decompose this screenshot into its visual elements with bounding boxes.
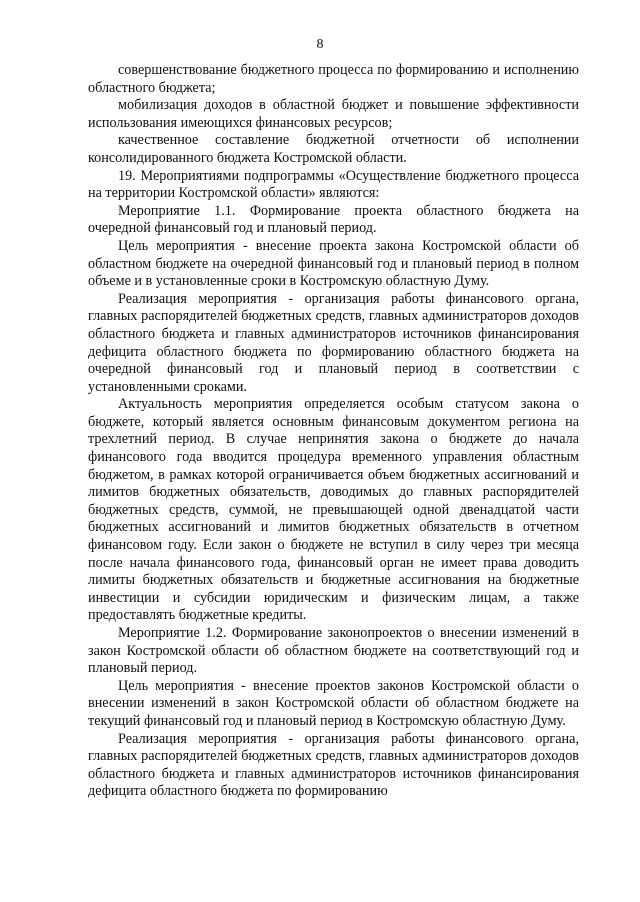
paragraph-3: качественное составление бюджетной отчетности об исполнении консолидированного бюджета Костромской области. (88, 132, 579, 166)
paragraph-11: Реализация мероприятия - организация работы финансового органа, главных распорядителей бюджетных средств, главных администраторов доходов областного бюджета и главных администраторов источников финансирования дефицита областного бюджета по формированию (88, 730, 579, 800)
paragraph-4: 19. Мероприятиями подпрограммы «Осуществление бюджетного процесса на территории Костромской области» являются: (88, 167, 579, 202)
paragraph-8: Актуальность мероприятия определяется особым статусом закона о бюджете, который является основным финансовым документом региона на трехлетний период. В случае непринятия закона о бюджете до начала финансового года вводится процедура временного управления областным бюджетом, в рамках которой ограничивается объем бюджетных ассигнований и лимитов бюджетных обязательств, доводимых до главных распорядителей бюджетных средств, суммой, не превышающей одной двенадцатой части бюджетных ассигнований и лимитов бюджетных обязательств в отчетном финансовом году. Если закон о бюджете не вступил в силу через три месяца после начала финансового года, финансовый орган не имеет права доводить лимиты бюджетных обязательств и бюджетные ассигнования на бюджетные инвестиции и субсидии юридическим и физическим лицам, а также предоставлять бюджетные кредиты. (88, 396, 579, 624)
page-number: 8 (316, 37, 324, 52)
paragraph-9: Мероприятие 1.2. Формирование законопроектов о внесении изменений в закон Костромской области об областном бюджете на соответствующий год и плановый период. (88, 625, 579, 677)
paragraph-6: Цель мероприятия - внесение проекта закона Костромской области об областном бюджете на очередной финансовый год и плановый период в полном объеме и в установленные сроки в Костромскую областную Думу. (88, 237, 579, 290)
paragraph-10: Цель мероприятия - внесение проектов законов Костромской области о внесении изменений в закон Костромской области об областном бюджете на текущий финансовый год и плановый период в Костромскую областную Думу. (88, 677, 579, 729)
paragraph-5: Мероприятие 1.1. Формирование проекта областного бюджета на очередной финансовый год и плановый период. (88, 202, 579, 237)
document-body (88, 62, 579, 801)
paragraph-1: совершенствование бюджетного процесса по формированию и исполнению областного бюджета; (88, 62, 579, 96)
paragraph-2: мобилизация доходов в областной бюджет и повышение эффективности использования имеющихся финансовых ресурсов; (88, 97, 579, 131)
paragraph-7: Реализация мероприятия - организация работы финансового органа, главных распорядителей бюджетных средств, главных администраторов доходов областного бюджета и главных администраторов источников финансирования дефицита областного бюджета по формированию областного бюджета на очередной финансовый год и плановый период в соответствии с установленными сроками. (88, 290, 579, 395)
